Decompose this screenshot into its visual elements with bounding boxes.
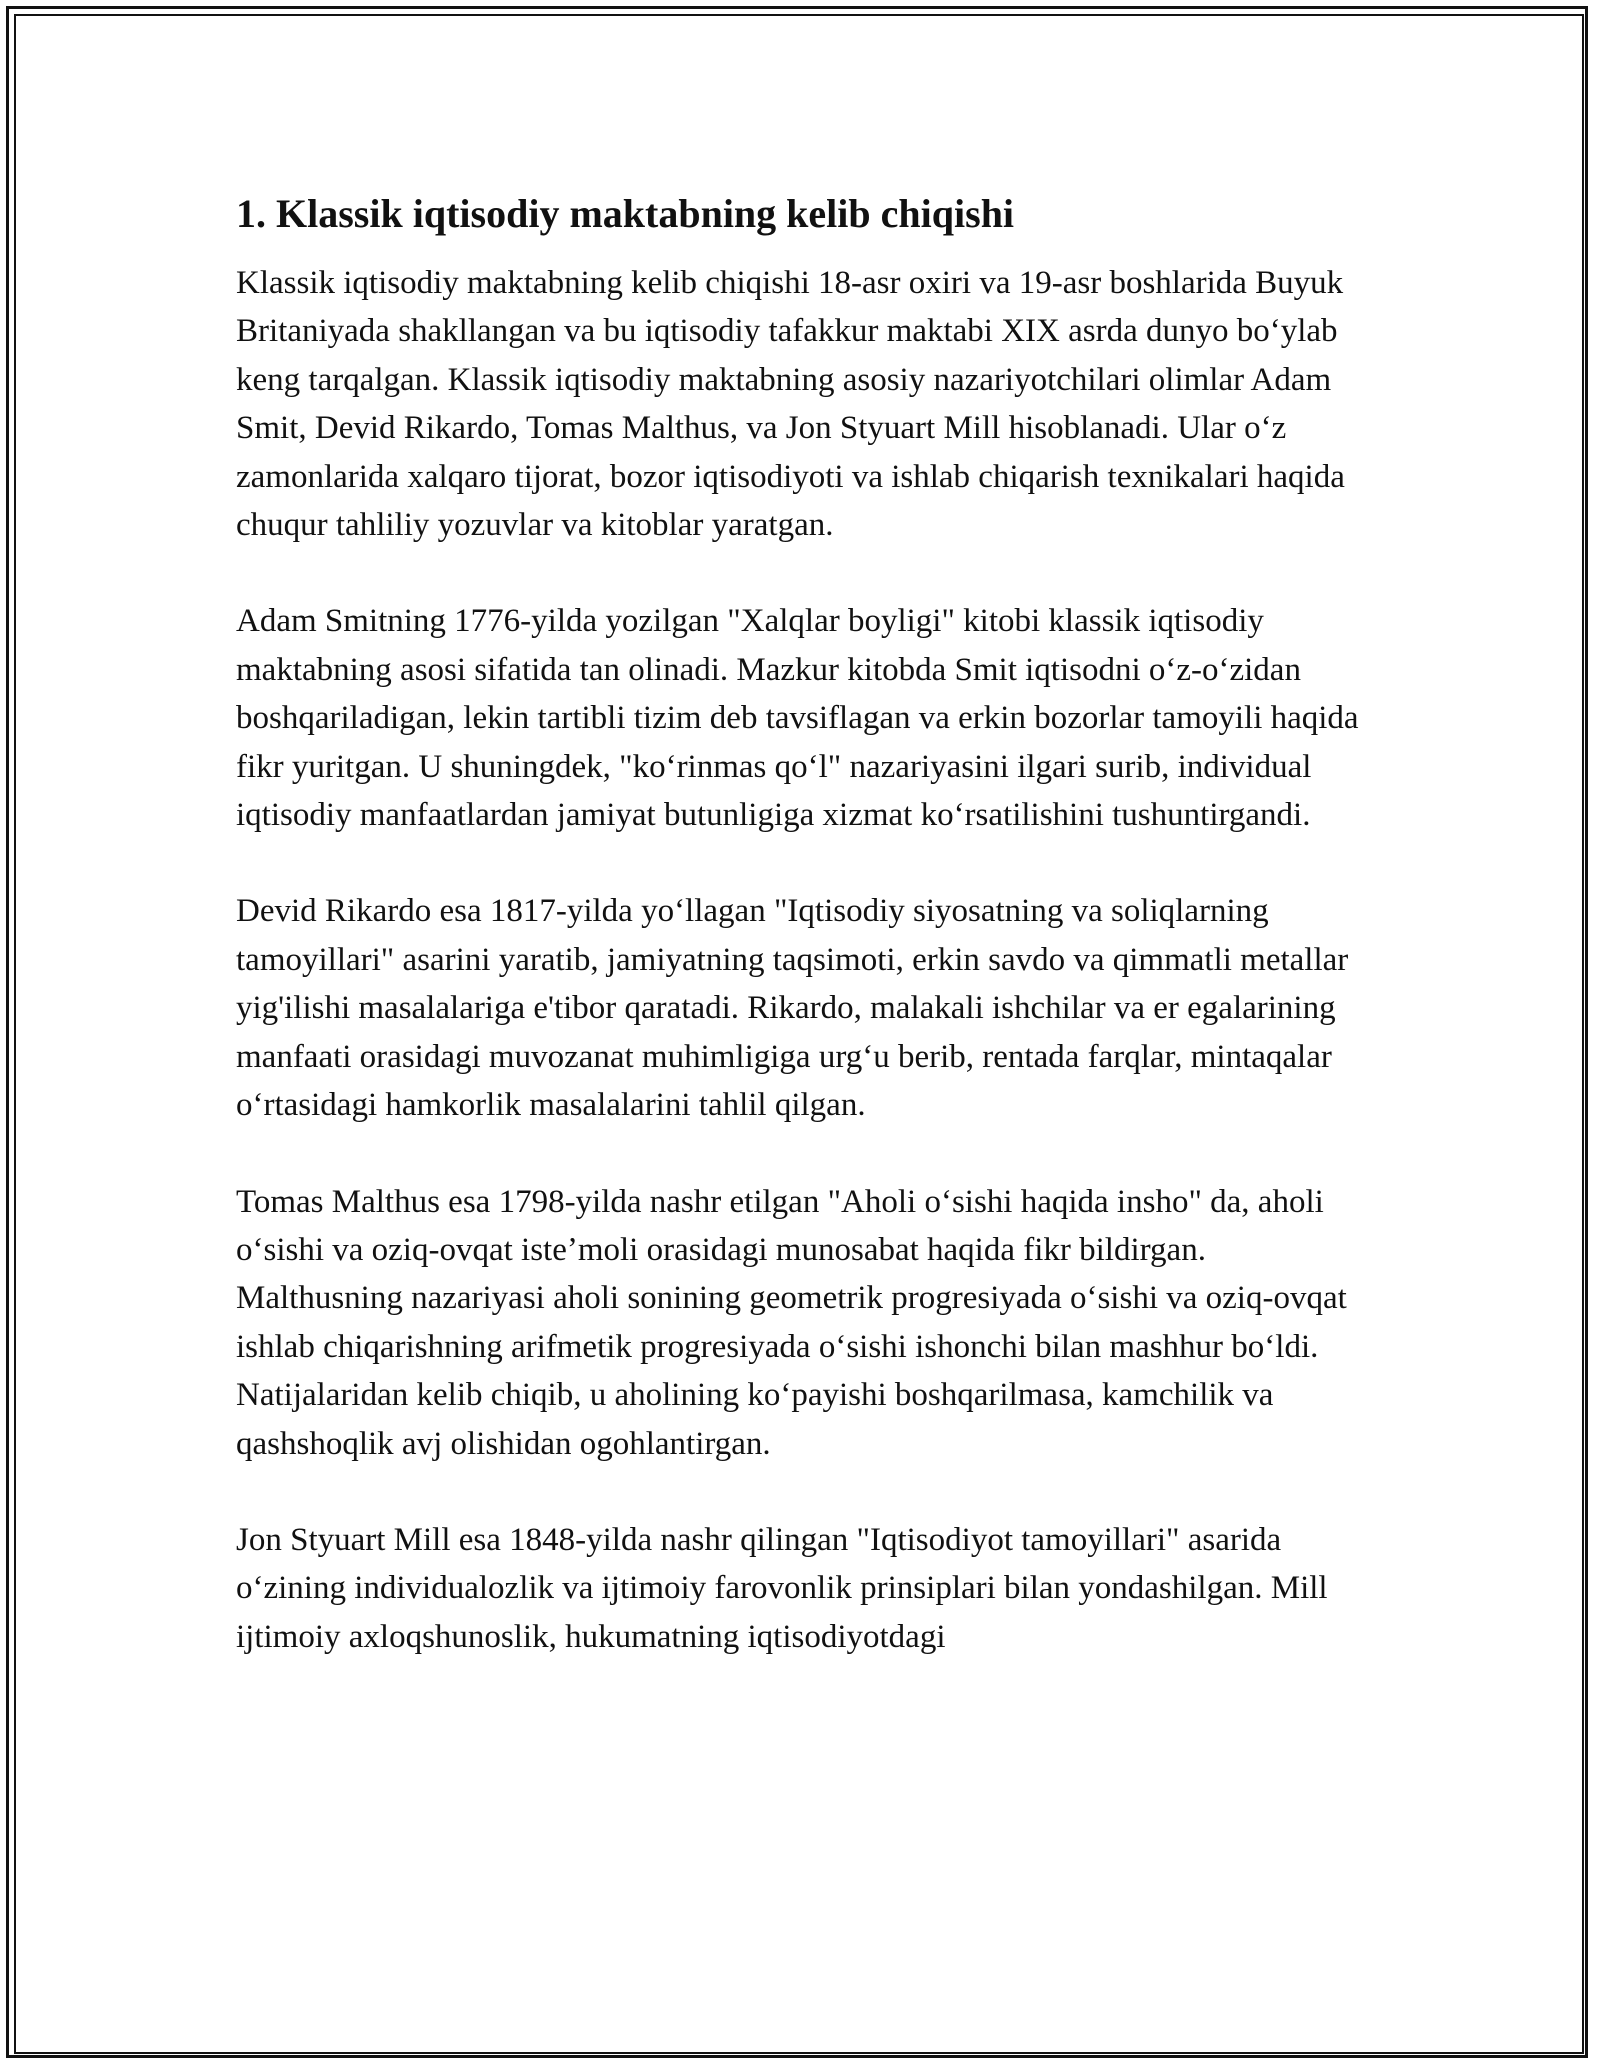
paragraph-adam-smith: Adam Smitning 1776-yilda yozilgan "Xalqlar boyligi" kitobi klassik iqtisodiy maktabning asosi sifatida tan olinadi. Mazkur kitobda Smit iqtisodni oʻz-oʻzidan boshqariladigan, lekin tartibli tizim deb tavsiflagan va erkin bozorlar tamoyili haqida fikr yuritgan. U shuningdek, "koʻrinmas qoʻl" nazariyasini ilgari surib, individual iqtisodiy manfaatlardan jamiyat butunligiga xizmat koʻrsatilishini tushuntirgandi.: [236, 603, 1359, 834]
paragraph-john-stuart-mill: Jon Styuart Mill esa 1848-yilda nashr qilingan "Iqtisodiyot tamoyillari" asarida oʻzining individualozlik va ijtimoiy farovonlik prinsiplari bilan yondashilgan. Mill ijtimoiy axloqshunoslik, hukumatning iqtisodiyotdagi: [236, 1521, 1328, 1655]
paragraph-origins: Klassik iqtisodiy maktabning kelib chiqishi 18-asr oxiri va 19-asr boshlarida Buyuk Britaniyada shakllangan va bu iqtisodiy tafakkur maktabi XIX asrda dunyo boʻylab keng tarqalgan. Klassik iqtisodiy maktabning asosiy nazariyotchilari olimlar Adam Smit, Devid Rikardo, Tomas Malthus, va Jon Styuart Mill hisoblanadi. Ular oʻz zamonlarida xalqaro tijorat, bozor iqtisodiyoti va ishlab chiqarish texnikalari haqida chuqur tahliliy yozuvlar va kitoblar yaratgan.: [236, 265, 1345, 544]
paragraph-david-ricardo: Devid Rikardo esa 1817-yilda yoʻllagan "Iqtisodiy siyosatning va soliqlarning tamoyillari" asarini yaratib, jamiyatning taqsimoti, erkin savdo va qimmatli metallar yig'ilishi masalalariga e'tibor qaratadi. Rikardo, malakali ishchilar va er egalarining manfaati orasidagi muvozanat muhimligiga urgʻu berib, rentada farqlar, mintaqalar oʻrtasidagi hamkorlik masalalarini tahlil qilgan.: [236, 893, 1349, 1124]
paragraph-thomas-malthus: Tomas Malthus esa 1798-yilda nashr etilgan "Aholi oʻsishi haqida insho" da, aholi oʻsishi va oziq-ovqat isteʼmoli orasidagi munosabat haqida fikr bildirgan. Malthusning nazariyasi aholi sonining geometrik progresiyada oʻsishi va oziq-ovqat ishlab chiqarishning arifmetik progresiyada oʻsishi ishonchi bilan mashhur boʻldi. Natijalaridan kelib chiqib, u aholining koʻpayishi boshqarilmasa, kamchilik va qashshoqlik avj olishidan ogohlantirgan.: [236, 1183, 1347, 1462]
document-body: [236, 185, 1376, 1709]
section-title: 1. Klassik iqtisodiy maktabning kelib chiqishi: [236, 191, 1015, 236]
